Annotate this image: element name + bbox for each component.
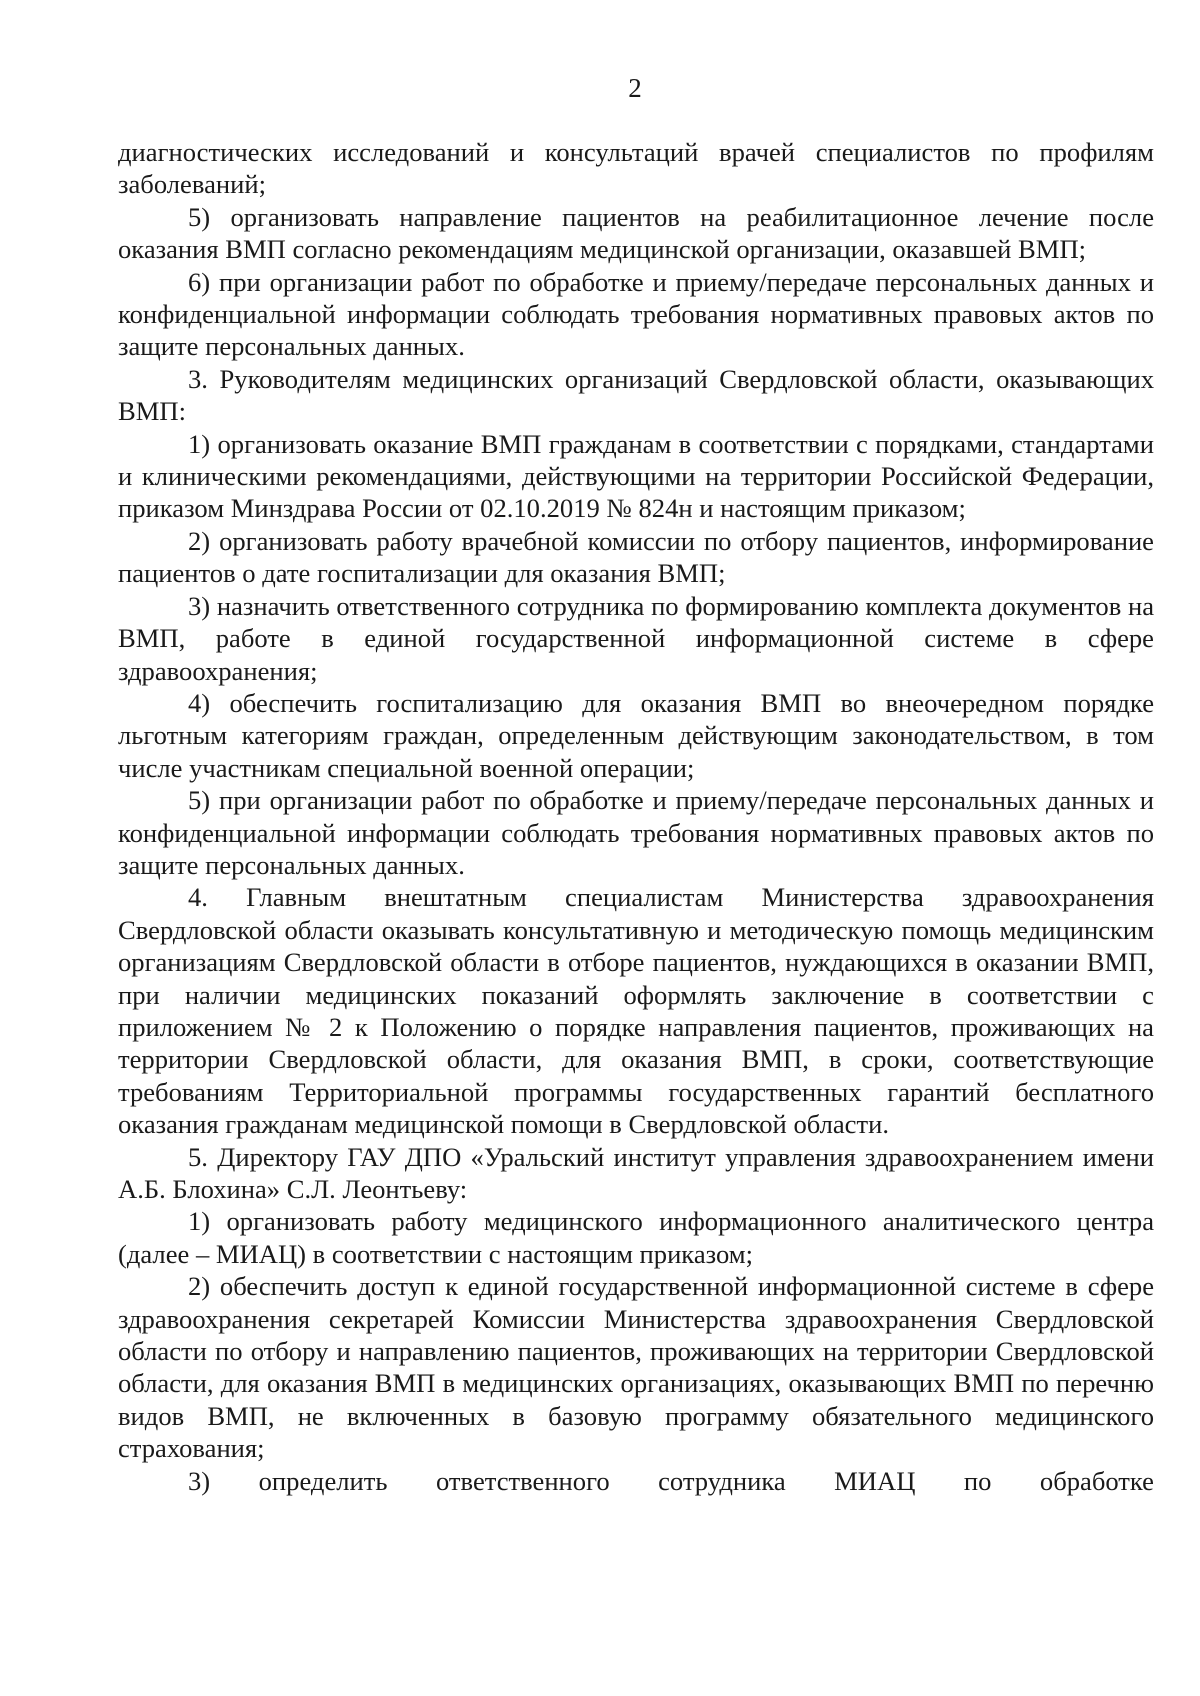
paragraph-item-2-5: 5) организовать направление пациентов на реабилитационное лечение после оказания ВМП согласно рекомендациям медицинской организации, оказавшей ВМП;: [118, 201, 1154, 265]
paragraph-item-5-3: 3) определить ответственного сотрудника МИАЦ по обработке: [188, 1465, 1154, 1496]
document-body: [118, 136, 1154, 1497]
paragraph-section-5: 5. Директору ГАУ ДПО «Уральский институт управления здравоохранением имени А.Б. Блохина» С.Л. Леонтьеву:: [118, 1141, 1154, 1204]
paragraph-section-4: 4. Главным внештатным специалистам Министерства здравоохранения Свердловской области оказывать консультативную и методическую помощь медицинским организациям Свердловской области в отборе пациентов, нуждающихся в оказании ВМП, при наличии медицинских показаний оформлять заключение в соответствии с приложением № 2 к Положению о порядке направления пациентов, проживающих на территории Свердловской области, для оказания ВМП, в сроки, соответствующие требованиям Территориальной программы государственных гарантий бесплатного оказания гражданам медицинской помощи в Свердловской области.: [118, 882, 1154, 1140]
paragraph-item-3-1: 1) организовать оказание ВМП гражданам в соответствии с порядками, стандартами и клиническими рекомендациями, действующими на территории Российской Федерации, приказом Минздрава России от 02.10.2019 № 824н и настоящим приказом;: [118, 428, 1154, 524]
paragraph-continuation: диагностических исследований и консультаций врачей специалистов по профилям заболеваний;: [118, 137, 1154, 200]
paragraph-item-3-3: 3) назначить ответственного сотрудника по формированию комплекта документов на ВМП, работе в единой государственной информационной системе в сфере здравоохранения;: [118, 590, 1154, 686]
paragraph-item-5-2: 2) обеспечить доступ к единой государственной информационной системе в сфере здравоохранения секретарей Комиссии Министерства здравоохранения Свердловской области по отбору и направлению пациентов, проживающих на территории Свердловской области, для оказания ВМП в медицинских организациях, оказывающих ВМП по перечню видов ВМП, не включенных в базовую программу обязательного медицинского страхования;: [118, 1271, 1154, 1464]
paragraph-item-3-4: 4) обеспечить госпитализацию для оказания ВМП во внеочередном порядке льготным категориям граждан, определенным действующим законодательством, в том числе участникам специальной военной операции;: [118, 687, 1154, 783]
paragraph-item-3-5: 5) при организации работ по обработке и приему/передаче персональных данных и конфиденциальной информации соблюдать требования нормативных правовых актов по защите персональных данных.: [118, 785, 1154, 880]
paragraph-item-2-6: 6) при организации работ по обработке и приему/передаче персональных данных и конфиденциальной информации соблюдать требования нормативных правовых актов по защите персональных данных.: [118, 266, 1154, 362]
paragraph-section-3: 3. Руководителям медицинских организаций Свердловской области, оказывающих ВМП:: [118, 363, 1154, 427]
paragraph-item-3-2: 2) организовать работу врачебной комиссии по отбору пациентов, информирование пациентов о дате госпитализации для оказания ВМП;: [118, 525, 1154, 589]
page-number: 2: [628, 73, 642, 103]
paragraph-item-5-1: 1) организовать работу медицинского информационного аналитического центра (далее – МИАЦ) в соответствии с настоящим приказом;: [118, 1206, 1154, 1269]
